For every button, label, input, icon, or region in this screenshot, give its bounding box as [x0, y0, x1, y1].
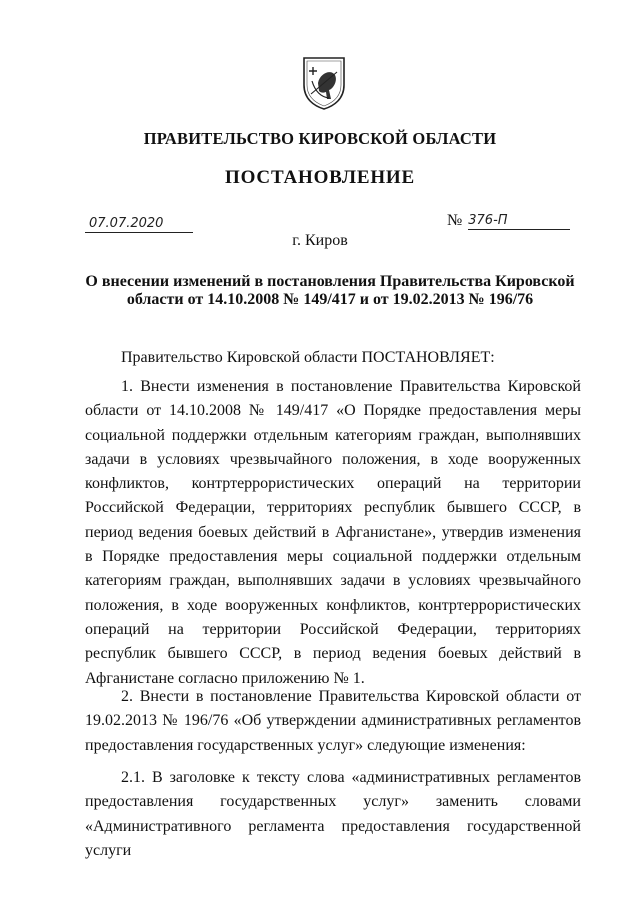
intro-paragraph	[85, 346, 581, 370]
government-heading: ПРАВИТЕЛЬСТВО КИРОВСКОЙ ОБЛАСТИ	[143, 129, 497, 148]
paragraph-1-text: 1. Внести изменения в постановление Правительства Кировской области от 14.10.2008 № 149/417 «О Порядке предоставления меры социальной поддержки отдельным категориям граждан, выполнявших задачи в условиях чрезвычайного положения, в ходе вооруженных конфликтов, контртеррористических операций на территории Российской Федерации, территориях республик бывшего СССР, в период ведения боевых действий в Афганистане», утвердив изменения в Порядке предоставления меры социальной поддержки отдельным категориям граждан, выполнявших задачи в условиях чрезвычайного положения, в ходе вооруженных конфликтов, контртеррористических операций на территории Российской Федерации, территориях республик бывшего СССР, в период ведения боевых действий в Афганистане согласно приложению № 1.	[85, 378, 581, 687]
document-number: 376-П	[468, 213, 570, 230]
paragraph-2-text: 2. Внести в постановление Правительства Кировской области от 19.02.2013 № 196/76 «Об утверждении административных регламентов предоставления государственных услуг» следующие изменения:	[85, 688, 581, 754]
document-type: ПОСТАНОВЛЕНИЕ	[225, 167, 415, 188]
document-date: 07.07.2020	[85, 216, 193, 233]
paragraph-2-1	[85, 766, 581, 863]
intro-text: Правительство Кировской области ПОСТАНОВЛЯЕТ:	[121, 349, 495, 366]
city: г. Киров	[292, 232, 348, 249]
paragraph-2-1-text: 2.1. В заголовке к тексту слова «административных регламентов предоставления государственных услуг» заменить словами «Административного регламента предоставления государственной услуги	[85, 769, 581, 859]
document-number-row	[447, 212, 570, 230]
number-label: №	[447, 212, 463, 229]
paragraph-2	[85, 685, 581, 758]
document-title: О внесении изменений в постановления Правительства Кировской области от 14.10.2008 № 149/417 и от 19.02.2013 № 196/76	[85, 273, 575, 308]
paragraph-1	[85, 375, 581, 691]
coat-of-arms-icon	[301, 55, 347, 111]
